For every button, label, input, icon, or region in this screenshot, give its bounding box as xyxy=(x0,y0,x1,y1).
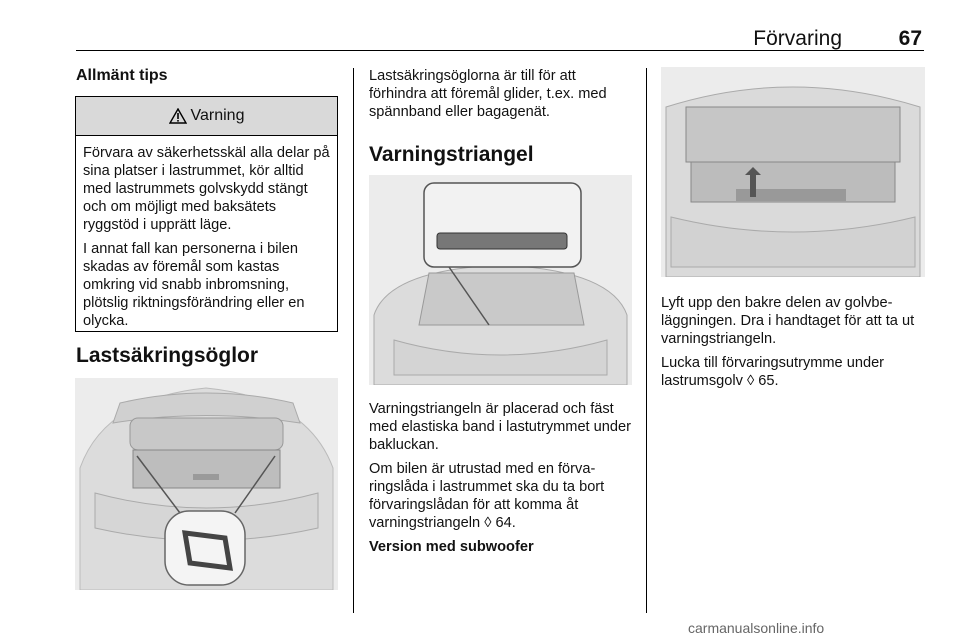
warning-box xyxy=(75,96,338,332)
page-number: 67 xyxy=(898,27,922,50)
warning-triangle-illustration xyxy=(369,175,632,385)
warning-box-header xyxy=(76,97,337,136)
lashing-eyes-illustration xyxy=(75,378,338,590)
warning-paragraph-2: I annat fall kan personerna i bilen skadas av föremål som kastas omkring vid snabb inbromsning, plötslig riktningsförändring eller en olycka. xyxy=(83,241,305,329)
tailgate-drawing xyxy=(369,175,632,385)
warning-triangle-heading: Varningstriangel xyxy=(369,143,534,166)
warning-triangle-icon xyxy=(169,108,187,124)
floor-cover-text-2: Lucka till förvaringsutrymme under lastrumsgolv ◊ 65. xyxy=(661,355,885,389)
column-divider-2 xyxy=(646,68,647,613)
trunk-floor-drawing xyxy=(661,67,925,277)
subwoofer-version-subheading: Version med subwoofer xyxy=(369,539,534,555)
warning-triangle-text-2: Om bilen är utrustad med en förvaringslåda i lastrummet ska du ta bort förvaringslådan för att komma åt varningstriangeln ◊ 64. xyxy=(369,461,605,531)
floor-cover-text-1: Lyft upp den bakre delen av golvbeläggningen. Dra i handtaget för att ta ut varningstriangeln. xyxy=(661,295,915,347)
car-trunk-drawing xyxy=(75,378,338,590)
general-tips-heading: Allmänt tips xyxy=(76,67,168,84)
warning-paragraph-1: Förvara av säkerhetsskäl alla delar på sina platser i lastrummet, kör alltid med lastrummets golvskydd stängt och om möjligt med baksätets ryggstöd i upprätt läge. xyxy=(83,145,330,233)
column-divider-1 xyxy=(353,68,354,613)
lashing-eyes-heading: Lastsäkringsöglor xyxy=(76,344,259,367)
header-rule xyxy=(76,50,924,51)
warning-triangle-text-1: Varningstriangeln är placerad och fäst med elastiska band i lastutrymmet under bakluckan. xyxy=(369,401,631,453)
floor-cover-illustration xyxy=(661,67,925,277)
running-header-title: Förvaring xyxy=(753,27,842,50)
footer-watermark: carmanualsonline.info xyxy=(688,620,825,636)
lashing-eyes-text: Lastsäkringsöglorna är till för att förhindra att föremål glider, t.ex. med spännband eller bagagenät. xyxy=(369,68,607,120)
warning-title: Varning xyxy=(190,107,245,124)
